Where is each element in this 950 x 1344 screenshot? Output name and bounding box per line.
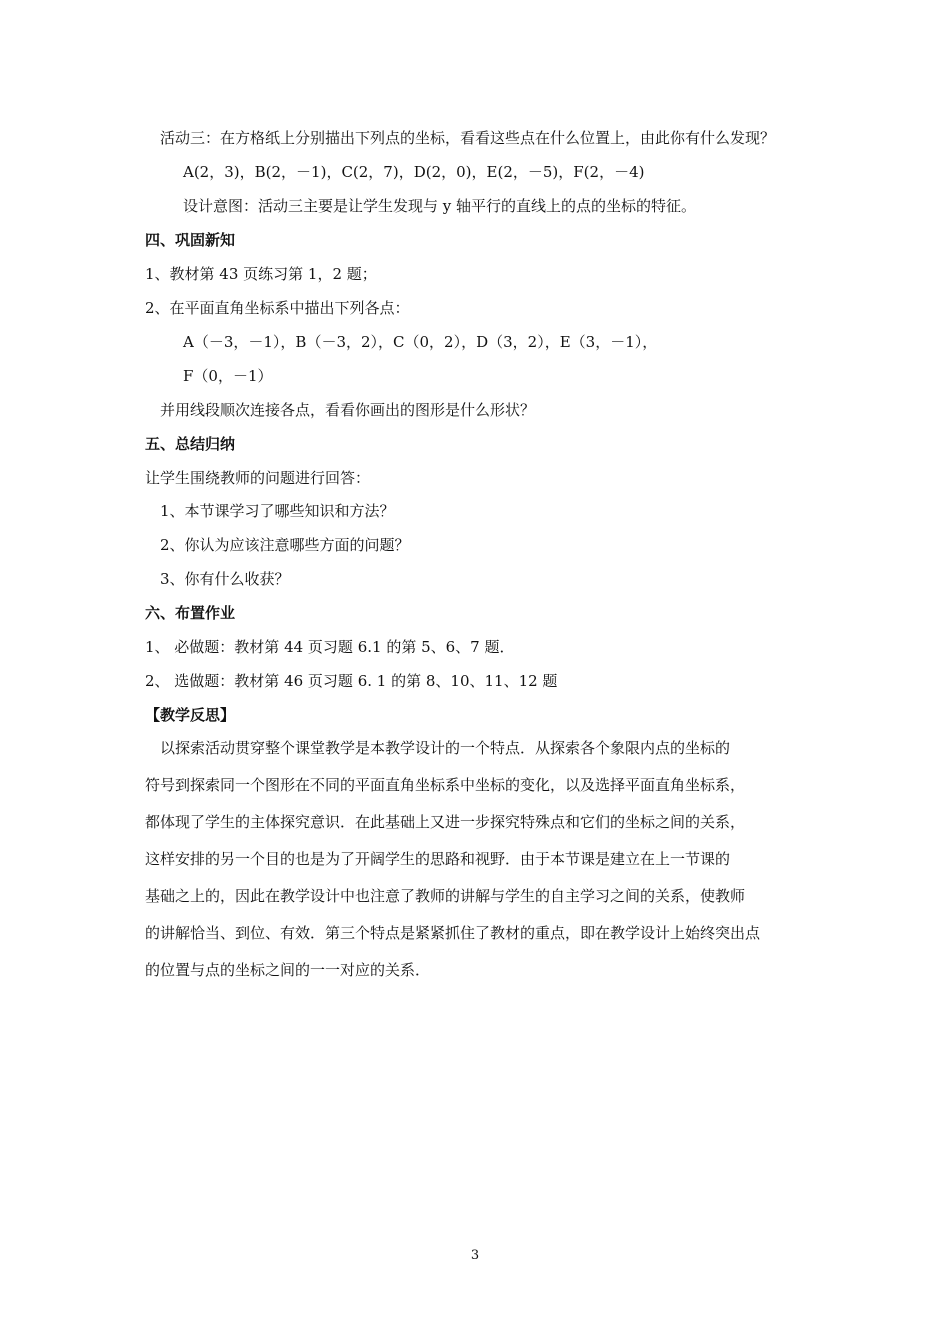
reflection-line: 都体现了学生的主体探究意识．在此基础上又进一步探究特殊点和它们的坐标之间的关系，	[145, 813, 746, 831]
section4-followup: 并用线段顺次连接各点，看看你画出的图形是什么形状？	[160, 401, 536, 419]
page-number: 3	[470, 1248, 480, 1263]
section4-item2: 2、在平面直角坐标系中描出下列各点：	[145, 299, 410, 317]
reflection-heading: 【教学反思】	[145, 706, 236, 724]
section5-question-2: 2、你认为应该注意哪些方面的问题？	[160, 536, 410, 554]
section4-heading: 四、巩固新知	[145, 231, 236, 249]
activity3-intent: 设计意图：活动三主要是让学生发现与 y 轴平行的直线上的点的坐标的特征。	[183, 197, 697, 215]
section4-item1: 1、教材第 43 页练习第 1，2 题；	[145, 265, 377, 283]
section6-homework-2: 2、 选做题：教材第 46 页习题 6. 1 的第 8、10、11、12 题	[145, 672, 558, 690]
activity3-intro: 活动三：在方格纸上分别描出下列点的坐标，看看这些点在什么位置上，由此你有什么发现？	[160, 129, 776, 147]
section6-homework-1: 1、 必做题：教材第 44 页习题 6.1 的第 5、6、7 题．	[145, 638, 515, 656]
section5-question-1: 1、本节课学习了哪些知识和方法？	[160, 502, 395, 520]
reflection-line: 以探索活动贯穿整个课堂教学是本教学设计的一个特点．从探索各个象限内点的坐标的	[160, 739, 731, 757]
section6-heading: 六、布置作业	[145, 604, 236, 622]
reflection-line: 基础之上的，因此在教学设计中也注意了教师的讲解与学生的自主学习之间的关系，使教师	[145, 887, 746, 905]
reflection-line: 这样安排的另一个目的也是为了开阔学生的思路和视野．由于本节课是建立在上一节课的	[145, 850, 731, 868]
section4-points-line1: A（－3，－1），B（－3，2），C（0，2），D（3，2），E（3，－1），	[183, 333, 658, 351]
reflection-line: 的讲解恰当、到位、有效．第三个特点是紧紧抓住了教材的重点，即在教学设计上始终突出点	[145, 924, 761, 942]
section5-intro: 让学生围绕教师的问题进行回答：	[145, 469, 371, 487]
section5-question-3: 3、你有什么收获？	[160, 570, 290, 588]
section4-points-line2: F（0，－1）	[183, 367, 273, 385]
reflection-line: 符号到探索同一个图形在不同的平面直角坐标系中坐标的变化，以及选择平面直角坐标系，	[145, 776, 746, 794]
section5-heading: 五、总结归纳	[145, 435, 236, 453]
activity3-points: A(2，3)，B(2，－1)，C(2，7)，D(2，0)，E(2，－5)，F(2，－4)	[183, 163, 645, 181]
reflection-line: 的位置与点的坐标之间的一一对应的关系．	[145, 961, 431, 979]
